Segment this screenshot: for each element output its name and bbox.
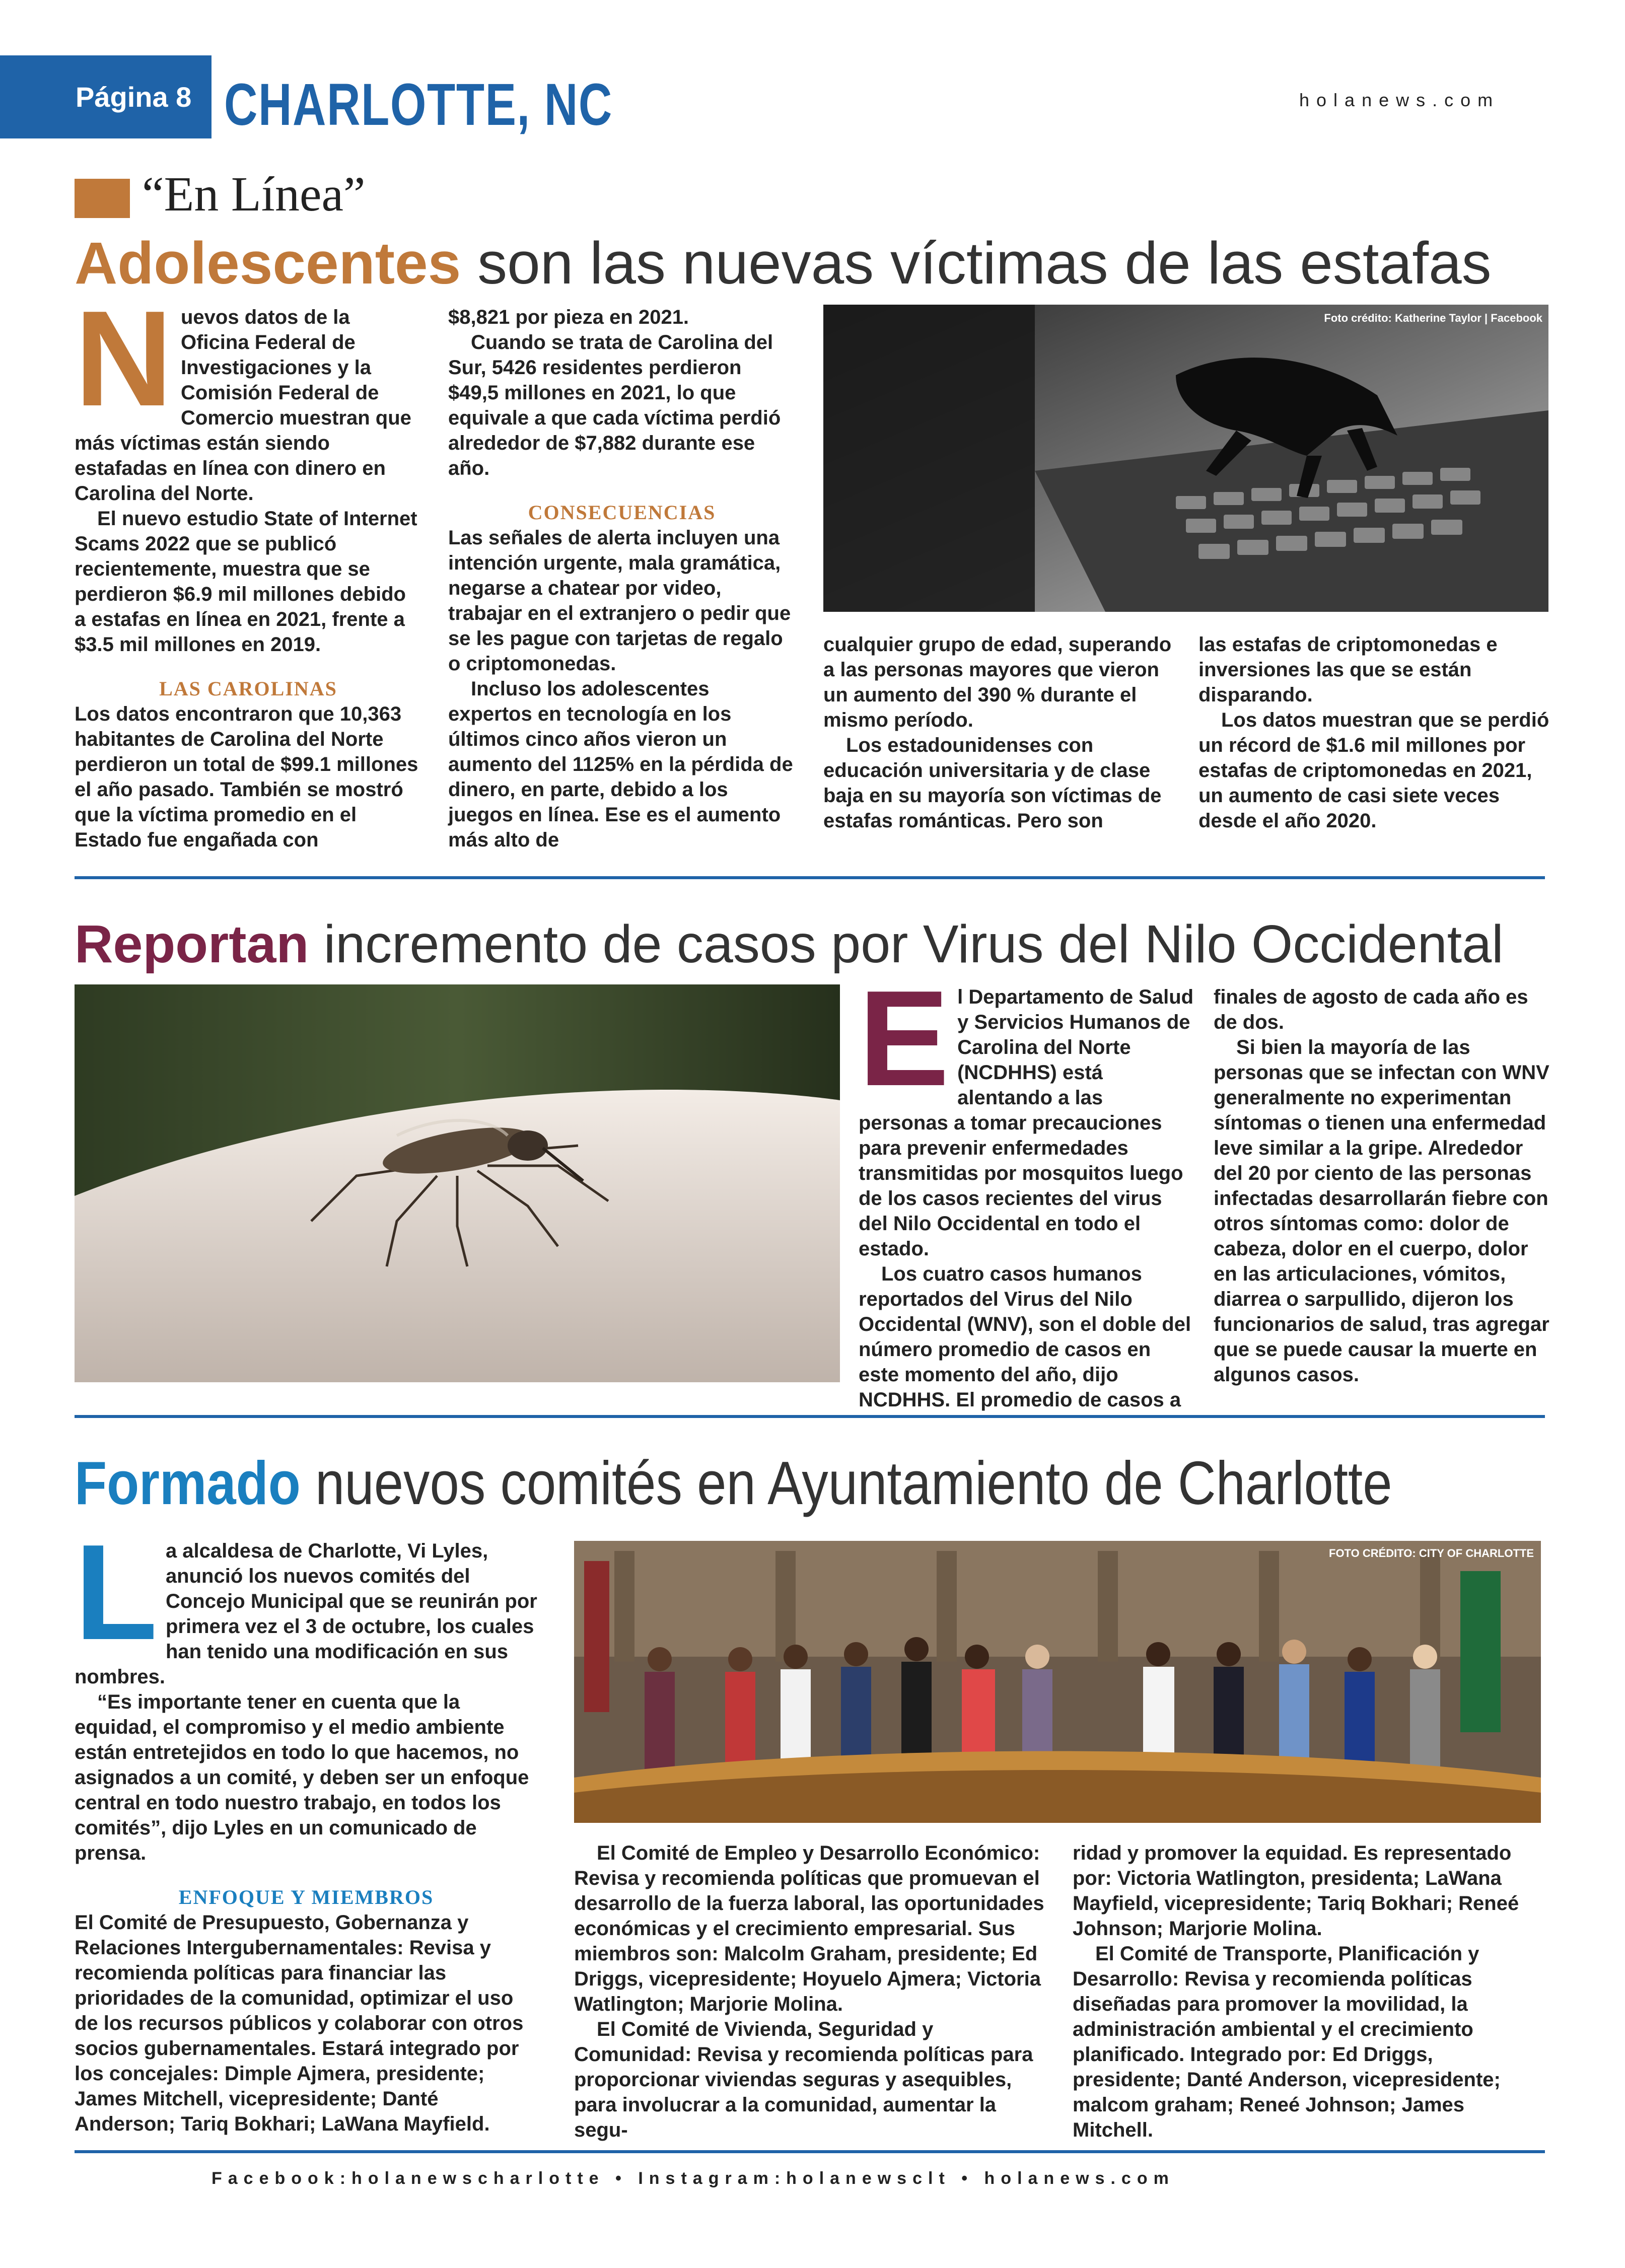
article2-col1: E l Departamento de Salud y Servicios Humanos de Carolina del Norte (NCDHHS) está alentando a las personas a tomar precauciones para prevenir enfermedades transmitidas por mosquitos luego de los casos recientes del virus del Nilo Occidental en todo el estado. Los cuatro casos humanos reportados del Virus del Nilo Occidental (WNV), son el doble del número promedio de casos en este momento del año, dijo NCDHHS. El promedio de casos a (859, 963, 1194, 1411)
dropcap: N (75, 283, 173, 435)
site-url: holanews.com (1299, 90, 1500, 110)
mosquito-photo-svg (75, 984, 840, 1382)
headline-formado: Formado nuevos comités en Ayuntamiento de Charlotte (75, 1449, 1392, 1517)
photo-credit: FOTO CRÉDITO: CITY OF CHARLOTTE (1329, 1547, 1534, 1560)
laptop-photo-svg (823, 305, 1548, 612)
article3-col1: L a alcaldesa de Charlotte, Vi Lyles, anunció los nuevos comités del Concejo Municipal que se reunirán por primera vez el 3 de octubre, los cuales han tenido una modificación en sus nombres. “Es importante tener en cuenta que la equidad, el compromiso y el medio ambiente están entretejidos en todo lo que hacemos, no asignados a un comité, y deben ser un enfoque central en todo nuestro trabajo, en todos los comités”, dijo Lyles en un comunicado de prensa. ENFOQUE Y MIEMBROS El Comité de Presupuesto, Gobernanza y Relaciones Intergubernamentales: Revisa y recomienda políticas para financiar las prioridades de la comunidad, optimizar el uso de los recursos públicos y colaborar con otros socios gubernamentales. Estará integrado por los concejales: Dimple Ajmera, presidente; James Mitchell, vicepresidente; Danté Anderson; Tariq Bokhari; LaWana Mayfield. (75, 1517, 537, 2135)
article1-col2: $8,821 por pieza en 2021. Cuando se trata de Carolina del Sur, 5426 residentes perdieron $49,5 millones en 2021, lo que equivale a que cada víctima perdió alrededor de $7,882 durante ese año. CONSECUENCIAS Las señales de alerta incluyen una intención urgente, mala gramática, negarse a chatear por video, trabajar en el extranjero o pedir que se les pague con tarjetas de regalo o criptomonedas. Incluso los adolescentes expertos en tecnología en los últimos cinco años vieron un aumento del 1125% en la pérdida de dinero, en parte, debido a los juegos en línea. Ese es el aumento más alto de (448, 305, 796, 853)
headline-adolescentes: Adolescentes son las nuevas víctimas de las estafas (75, 230, 1492, 297)
council-photo-svg (574, 1541, 1541, 1823)
kicker-square (75, 179, 130, 218)
subhead: ENFOQUE Y MIEMBROS (178, 1886, 434, 1908)
footer-divider (75, 2150, 1545, 2153)
photo-credit: Foto crédito: Katherine Taylor | Facebook (1324, 312, 1542, 324)
article1-col4: las estafas de criptomonedas e inversiones las que se están disparando. Los datos muestran que se perdió un récord de $1.6 mil millones por estafas de criptomonedas en 2021, un aumento de casi siete veces desde el año 2020. (1198, 633, 1549, 832)
article3-col2: El Comité de Empleo y Desarrollo Económico: Revisa y recomienda políticas que promuevan el desarrollo de la fuerza laboral, las oportunidades económicas y el crecimiento empresarial. Sus miembros son: Malcolm Graham, presidente; Ed Driggs, vicepresidente; Hoyuelo Ajmera; Victoria Watlington; Marjorie Molina. El Comité de Vivienda, Seguridad y Comunidad: Revisa y recomienda políticas para proporcionar viviendas seguras y asequibles, para involucrar a la comunidad, aumentar la segu- (574, 1842, 1044, 2141)
section-divider (75, 876, 1545, 879)
article3-col3: ridad y promover la equidad. Es representado por: Victoria Watlington, presidenta; LaWana Mayfield, vicepresidente; Tariq Bokhari; Reneé Johnson; Marjorie Molina. El Comité de Transporte, Planificación y Desarrollo: Revisa y recomienda políticas diseñadas para promover la movilidad, la administración ambiental y el crecimiento planificado. Integrado por: Ed Driggs, presidente; Danté Anderson, vicepresidente; malcom graham; Reneé Johnson; James Mitchell. (1073, 1842, 1519, 2141)
laptop-photo (823, 305, 1548, 612)
subhead: LAS CAROLINAS (159, 677, 337, 700)
headline-reportan: Reportan incremento de casos por Virus del Nilo Occidental (75, 914, 1504, 974)
section-divider (75, 1415, 1545, 1418)
footer-social: Facebook:holanewscharlotte • Instagram:holanewsclt • holanews.com (211, 2169, 1175, 2188)
article1-col1: N uevos datos de la Oficina Federal de Investigaciones y la Comisión Federal de Comercio muestran que más víctimas están siendo estafadas en línea con dinero en Carolina del Norte. El nuevo estudio State of Internet Scams 2022 que se publicó recientemente, muestra que se perdieron $6.9 mil millones debido a estafas en línea en 2021, frente a $3.5 mil millones en 2019. LAS CAROLINAS Los datos encontraron que 10,363 habitantes de Carolina del Norte perdieron un total de $99.1 millones el año pasado. También se mostró que la víctima promedio en el Estado fue engañada con (75, 305, 422, 853)
subhead: CONSECUENCIAS (528, 501, 716, 524)
article2-col2: finales de agosto de cada año es de dos. Si bien la mayoría de las personas que se infectan con WNV generalmente no experimentan síntomas o tienen una enfermedad leve similar a la gripe. Alrededor del 20 por ciento de las personas infectadas desarrollarán fiebre con otros síntomas como: dolor de cabeza, dolor en el cuerpo, dolor en las articulaciones, vómitos, diarrea o sarpullido, dijeron los funcionarios de salud, tras agregar que se puede causar la muerte en algunos casos. (1214, 986, 1549, 1386)
kicker: “En Línea” (142, 167, 366, 222)
page-number-tab: Página 8 (0, 55, 211, 138)
article1-col3: cualquier grupo de edad, superando a las personas mayores que vieron un aumento del 390 % durante el mismo período. Los estadounidenses con educación universitaria y de clase baja en su mayoría son víctimas de estafas románticas. Pero son (823, 633, 1172, 832)
section-title: CHARLOTTE, NC (224, 72, 613, 138)
council-photo (574, 1541, 1541, 1823)
mosquito-photo (75, 984, 840, 1382)
dropcap: L (75, 1517, 158, 1668)
dropcap: E (859, 963, 950, 1114)
